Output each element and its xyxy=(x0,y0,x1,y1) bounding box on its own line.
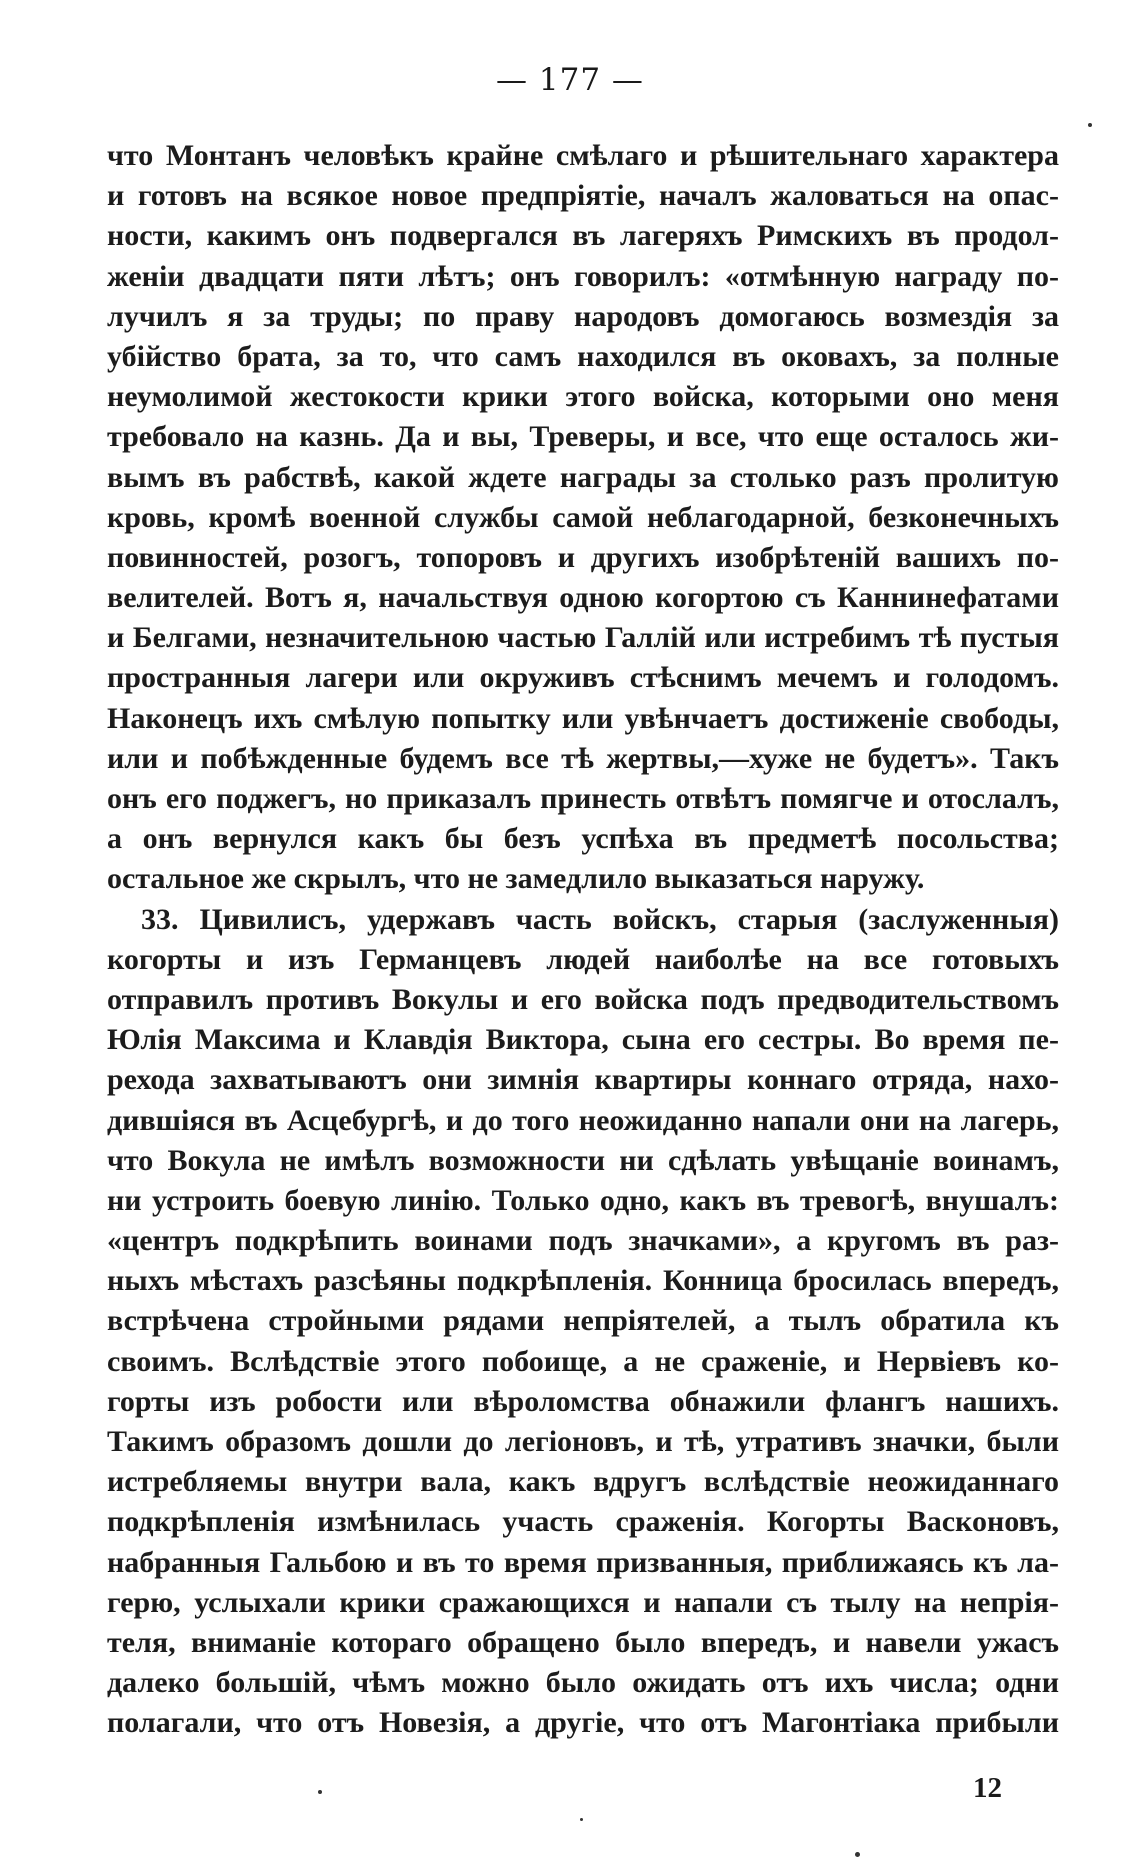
text-line: вымъ въ рабствѣ, какой ждете награды за столько разъ пролитую xyxy=(107,460,1059,494)
text-line: Юлія Максима и Клавдія Виктора, сына его сестры. Во время пе- xyxy=(107,1023,1059,1057)
text-line: убійство брата, за то, что самъ находился въ оковахъ, за полные xyxy=(107,339,1059,373)
text-line: онъ его поджегъ, но приказалъ принесть отвѣтъ помягче и отослалъ, xyxy=(107,782,1059,815)
text-line: что Монтанъ человѣкъ крайне смѣлаго и рѣшительнаго характера xyxy=(107,139,1059,172)
text-line: полагали, что отъ Новезія, а другіе, что отъ Магонтіака прибыли xyxy=(107,1706,1059,1740)
text-line: повинностей, розогъ, топоровъ и другихъ изобрѣтеній вашихъ по- xyxy=(107,540,1059,574)
scan-speck xyxy=(855,1852,860,1857)
text-line: пространныя лагери или окруживъ стѣснимъ мечемъ и голодомъ. xyxy=(107,661,1059,695)
text-line: Такимъ образомъ дошли до легіоновъ, и тѣ, утративъ значки, были xyxy=(107,1425,1059,1458)
text-line: теля, вниманіе котораго обращено было впередъ, и навели ужасъ xyxy=(107,1625,1059,1659)
text-line: подкрѣпленія измѣнилась участь сраженія. Когорты Васконовъ, xyxy=(107,1505,1059,1539)
text-line: неумолимой жестокости крики этого войска, которыми оно меня xyxy=(107,380,1059,414)
text-line: далеко большій, чѣмъ можно было ожидать отъ ихъ числа; одни xyxy=(107,1666,1059,1700)
body-text xyxy=(107,136,1059,1744)
page-number: — 177 — xyxy=(496,62,644,98)
text-line: и Белгами, незначительною частью Галлій или истребимъ тѣ пустыя xyxy=(107,621,1059,655)
text-line: горты изъ робости или вѣроломства обнажили флангъ нашихъ. xyxy=(107,1384,1059,1418)
signature-mark: 12 xyxy=(973,1772,1002,1804)
text-line: герю, услыхали крики сражающихся и напали съ тылу на непрія- xyxy=(107,1585,1059,1619)
text-line: ныхъ мѣстахъ разсѣяны подкрѣпленія. Конница бросилась впередъ, xyxy=(107,1264,1059,1298)
text-line: когорты и изъ Германцевъ людей наиболѣе на все готовыхъ xyxy=(107,942,1059,976)
text-line: Наконецъ ихъ смѣлую попытку или увѣнчаетъ достиженіе свободы, xyxy=(107,701,1059,735)
text-line: или и побѣжденные будемъ все тѣ жертвы,—хуже не будетъ». Такъ xyxy=(107,741,1059,775)
text-line: ности, какимъ онъ подвергался въ лагеряхъ Римскихъ въ продол- xyxy=(107,219,1059,253)
text-line: что Вокула не имѣлъ возможности ни сдѣлать увѣщаніе воинамъ, xyxy=(107,1143,1059,1177)
text-line: набранныя Гальбою и въ то время призванныя, приближаясь къ ла- xyxy=(107,1545,1059,1579)
text-line: дившіяся въ Асцебургѣ, и до того неожиданно напали они на лагерь, xyxy=(107,1103,1059,1137)
text-line: встрѣчена стройными рядами непріятелей, а тылъ обратила къ xyxy=(107,1304,1059,1338)
text-line: а онъ вернулся какъ бы безъ успѣха въ предметѣ посольства; xyxy=(107,822,1059,856)
scan-speck xyxy=(580,1818,583,1821)
text-line: требовало на казнь. Да и вы, Треверы, и все, что еще осталось жи- xyxy=(107,420,1059,454)
scan-speck xyxy=(318,1790,322,1794)
text-line: ни устроить боевую линію. Только одно, какъ въ тревогѣ, внушалъ: xyxy=(107,1183,1059,1217)
text-line: кровь, кромѣ военной службы самой неблагодарной, безконечныхъ xyxy=(107,500,1059,534)
text-line: и готовъ на всякое новое предпріятіе, началъ жаловаться на опас- xyxy=(107,179,1059,213)
text-line: своимъ. Вслѣдствіе этого побоище, а не сраженіе, и Нервіевъ ко- xyxy=(107,1344,1059,1378)
text-line: женіи двадцати пяти лѣтъ; онъ говорилъ: «отмѣнную награду по- xyxy=(107,259,1059,293)
scan-speck xyxy=(1088,123,1092,127)
text-line: «центръ подкрѣпить воинами подъ значками», а кругомъ въ раз- xyxy=(107,1224,1059,1258)
text-line: рехода захватываютъ они зимнія квартиры коннаго отряда, нахо- xyxy=(107,1063,1059,1097)
text-line: 33. Цивилисъ, удержавъ часть войскъ, старыя (заслуженныя) xyxy=(141,902,1059,936)
text-line: остальное же скрылъ, что не замедлило выказаться наружу. xyxy=(107,862,925,896)
text-line: лучилъ я за труды; по праву народовъ домогаюсь возмездія за xyxy=(107,299,1059,333)
text-line: велителей. Вотъ я, начальствуя одною когортою съ Каннинефатами xyxy=(107,581,1059,615)
text-line: истребляемы внутри вала, какъ вдругъ вслѣдствіе неожиданнаго xyxy=(107,1465,1059,1499)
text-line: отправилъ противъ Вокулы и его войска подъ предводительствомъ xyxy=(107,982,1059,1016)
